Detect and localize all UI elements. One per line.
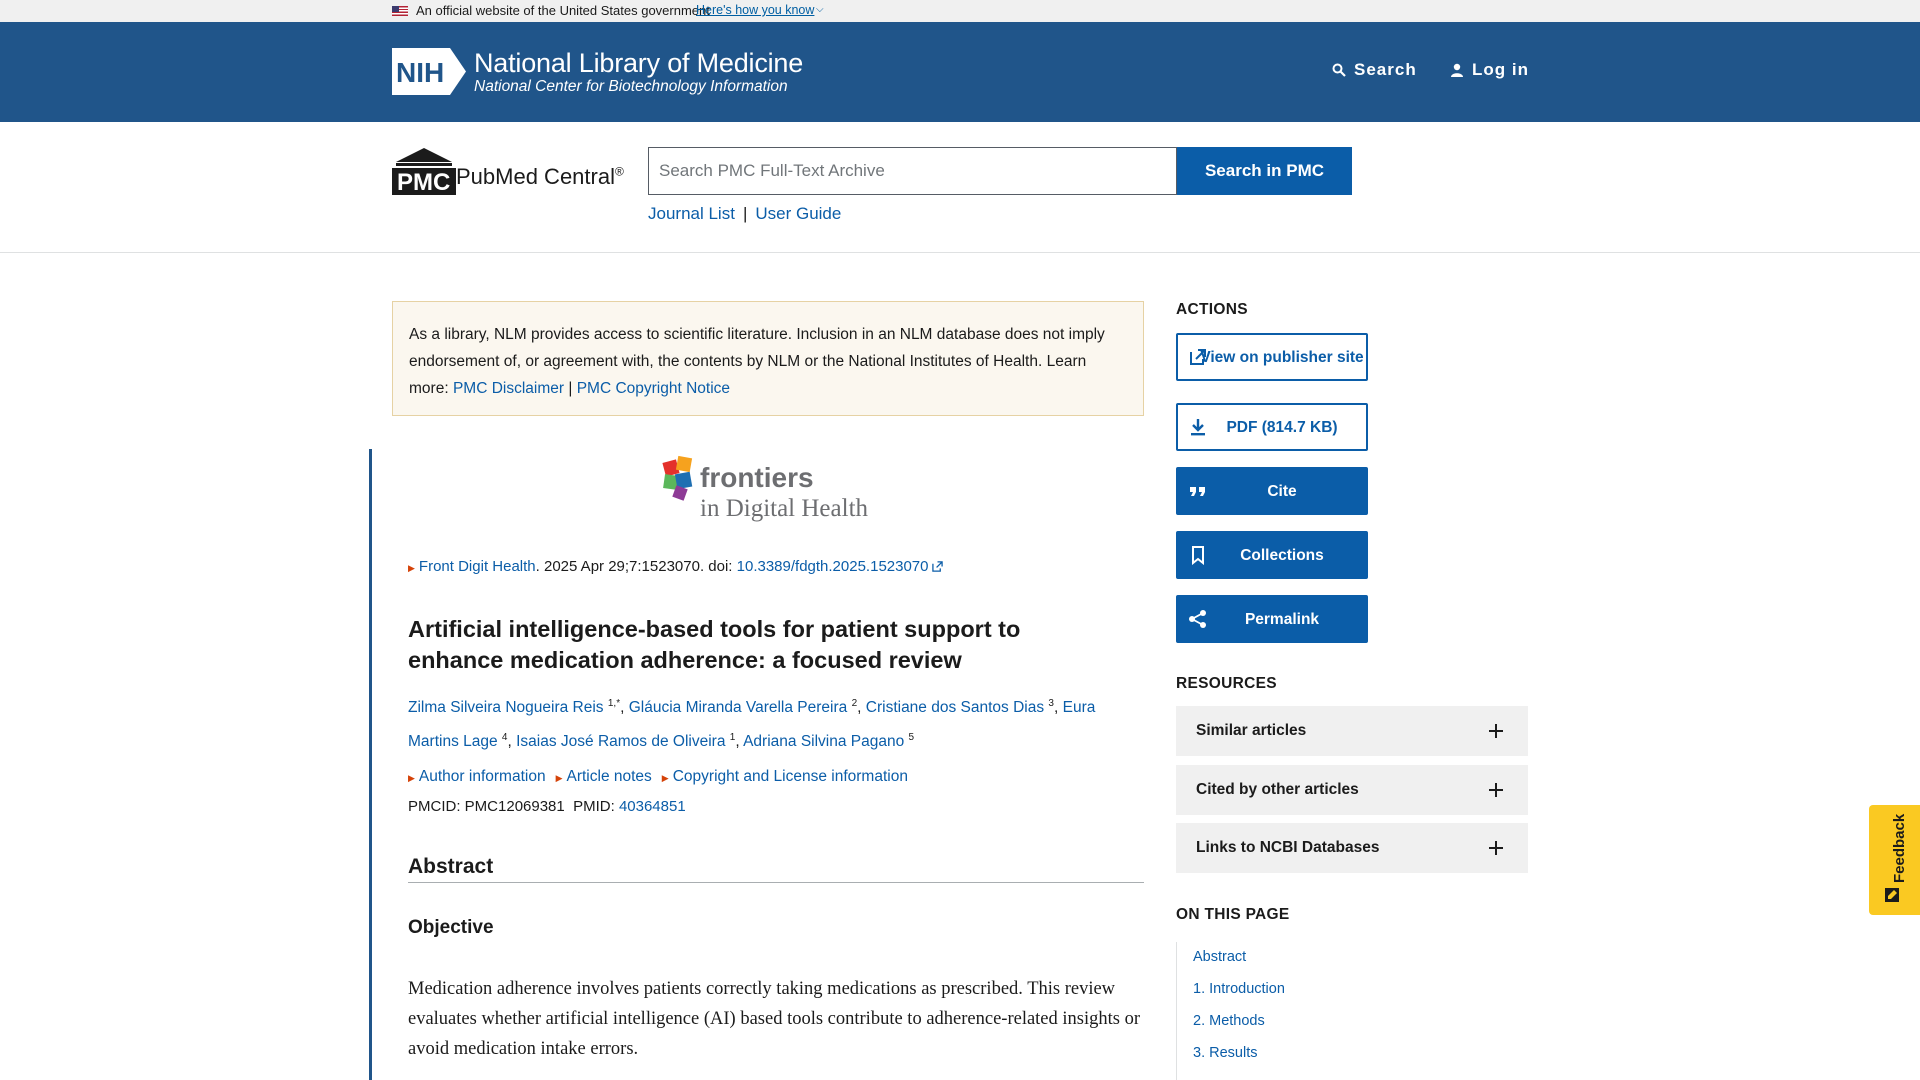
- toc-results-link[interactable]: 3. Results: [1193, 1045, 1258, 1061]
- article-ids: [408, 798, 686, 815]
- disclaimer-text: As a library, NLM provides access to scientific literature. Inclusion in an NLM database does not imply endorsement of, or agreement with, the contents by NLM or the National Institutes of Health.: [409, 326, 1105, 370]
- journal-logo-line1: frontiers: [700, 462, 814, 493]
- doi-link[interactable]: 10.3389/fdgth.2025.1523070: [736, 558, 929, 575]
- author-affiliation[interactable]: 1: [729, 732, 736, 744]
- user-guide-link[interactable]: User Guide: [755, 204, 842, 223]
- toc-methods-link[interactable]: 2. Methods: [1193, 1013, 1265, 1029]
- cite-label: Cite: [1267, 482, 1297, 500]
- article-title: Artificial intelligence-based tools for patient support to enhance medication adherence: a focused review: [408, 616, 1021, 673]
- heres-how-you-know-link[interactable]: Here's how you know: [696, 3, 815, 17]
- pmcid-value: PMC12069381: [464, 798, 565, 815]
- collections-button[interactable]: [1176, 531, 1368, 579]
- citation-details: . 2025 Apr 29;7:1523070. doi:: [535, 558, 737, 575]
- pmc-header: [0, 122, 1920, 253]
- view-on-publisher-site-button[interactable]: [1176, 333, 1368, 381]
- external-link-icon: [1188, 347, 1208, 367]
- gov-banner-text: An official website of the United States government: [416, 3, 710, 18]
- copyright-license-toggle[interactable]: [662, 768, 908, 785]
- us-flag-icon: [392, 6, 408, 16]
- pdf-download-label: PDF (814.7 KB): [1226, 418, 1338, 436]
- abstract-heading: Abstract: [408, 855, 1144, 883]
- objective-heading: Objective: [408, 917, 494, 938]
- pmc-nav-links: [648, 204, 841, 224]
- feedback-label: Feedback: [1891, 813, 1908, 883]
- article-left-rule: [369, 449, 372, 1080]
- journal-name-link[interactable]: Front Digit Health: [418, 558, 536, 575]
- header-login-label: Log in: [1472, 60, 1529, 79]
- bookmark-icon: [1188, 545, 1208, 565]
- registered-mark: ®: [614, 164, 624, 179]
- author-affiliation[interactable]: 5: [908, 732, 915, 744]
- pdf-download-button[interactable]: [1176, 403, 1368, 451]
- plus-icon: [1488, 723, 1504, 739]
- on-this-page-heading: ON THIS PAGE: [1176, 906, 1290, 923]
- external-link-icon: [932, 561, 943, 572]
- header-search-label: Search: [1354, 60, 1417, 79]
- feedback-tab[interactable]: [1869, 805, 1920, 915]
- journal-logo-line2: in Digital Health: [700, 495, 869, 522]
- links-to-ncbi-databases-accordion[interactable]: [1176, 823, 1528, 873]
- author-information-label: Author information: [418, 768, 546, 785]
- similar-articles-label: Similar articles: [1196, 722, 1307, 739]
- header-login-button[interactable]: [1450, 60, 1529, 80]
- link-separator: |: [742, 204, 748, 223]
- author-link[interactable]: Cristiane dos Santos Dias: [865, 699, 1045, 717]
- nih-logo-text: NIH: [396, 57, 445, 88]
- author-link[interactable]: Eura Martins Lage: [408, 699, 1096, 751]
- author-link[interactable]: Gláucia Miranda Varella Pereira: [628, 699, 848, 717]
- similar-articles-accordion[interactable]: [1176, 706, 1528, 756]
- chevron-down-icon[interactable]: ⌵: [816, 4, 824, 15]
- nlm-title[interactable]: National Library of Medicine: [474, 48, 804, 78]
- pmc-copyright-notice-link[interactable]: PMC Copyright Notice: [576, 380, 731, 397]
- feedback-icon: [1884, 887, 1900, 903]
- article-notes-toggle[interactable]: [556, 768, 652, 785]
- view-on-publisher-site-label: View on publisher site: [1200, 348, 1364, 366]
- quote-icon: [1188, 481, 1208, 501]
- disclaimer-separator: |: [568, 380, 573, 397]
- permalink-button[interactable]: [1176, 595, 1368, 643]
- author-affiliation[interactable]: 4: [501, 732, 508, 744]
- cited-by-other-articles-accordion[interactable]: [1176, 765, 1528, 815]
- pmc-logo-abbrev: PMC: [397, 169, 451, 196]
- cited-by-other-articles-label: Cited by other articles: [1196, 781, 1359, 798]
- pmc-disclaimer-link[interactable]: PMC Disclaimer: [452, 380, 565, 397]
- plus-icon: [1488, 840, 1504, 856]
- journal-list-link[interactable]: Journal List: [648, 204, 735, 223]
- library-disclaimer: [392, 301, 1144, 416]
- share-icon: [1188, 609, 1208, 629]
- pmc-logo-name: [456, 164, 624, 190]
- plus-icon: [1488, 782, 1504, 798]
- article-notes-label: Article notes: [566, 768, 652, 785]
- author-link[interactable]: Isaias José Ramos de Oliveira: [516, 733, 726, 751]
- objective-text: Medication adherence involves patients correctly taking medications as prescribed. This review evaluates whether artificial intelligence (AI) based tools contribute to adherence-related insights or avoid medication intake errors.: [408, 979, 1140, 1059]
- frontiers-journal-logo[interactable]: [662, 453, 890, 525]
- author-information-toggle[interactable]: [408, 768, 546, 785]
- expand-triangle-icon: ▶: [555, 773, 563, 783]
- expand-triangle-icon: ▶: [408, 773, 415, 783]
- actions-heading: ACTIONS: [1176, 301, 1248, 318]
- author-affiliation[interactable]: 3: [1048, 698, 1054, 709]
- nlm-subtitle: National Center for Biotechnology Information: [474, 78, 788, 95]
- user-icon: [1450, 63, 1464, 77]
- expand-triangle-icon: ▶: [661, 773, 669, 783]
- download-icon: [1188, 417, 1208, 437]
- collections-label: Collections: [1240, 546, 1324, 564]
- author-link[interactable]: Zilma Silveira Nogueira Reis: [408, 699, 604, 717]
- article-info-links: [408, 768, 918, 786]
- author-affiliation[interactable]: 2: [851, 698, 858, 709]
- nlm-header: [0, 22, 1920, 122]
- permalink-label: Permalink: [1244, 610, 1320, 628]
- on-this-page-nav: [1176, 942, 1376, 1080]
- author-link[interactable]: Adriana Silvina Pagano: [743, 733, 905, 751]
- nih-logo[interactable]: [392, 48, 466, 95]
- gov-banner: [0, 0, 1920, 22]
- search-icon: [1332, 63, 1346, 77]
- author-list: Zilma Silveira Nogueira Reis $^{1,*}$, Gláucia Miranda Varella Pereira $^2$, Cristiane dos Santos Dias $^3$, Eura Martins Lage $^4$, Isaias José Ramos de Oliveira $^1$, Adriana Silvina Pagano $^5$: [408, 698, 1096, 751]
- header-search-button[interactable]: [1332, 60, 1417, 80]
- links-to-ncbi-databases-label: Links to NCBI Databases: [1196, 839, 1380, 856]
- copyright-license-label: Copyright and License information: [672, 768, 908, 785]
- toc-introduction-link[interactable]: 1. Introduction: [1193, 981, 1285, 997]
- author-affiliation[interactable]: 1,*: [607, 698, 621, 709]
- search-in-pmc-button[interactable]: Search in PMC: [1177, 147, 1352, 195]
- resources-heading: RESOURCES: [1176, 675, 1277, 692]
- expand-triangle-icon[interactable]: ▶: [408, 563, 415, 573]
- pmc-logo-name-text: PubMed Central: [456, 164, 615, 189]
- pmcid-label: PMCID:: [408, 798, 461, 815]
- pmid-link[interactable]: 40364851: [618, 798, 686, 815]
- cite-button[interactable]: [1176, 467, 1368, 515]
- toc-abstract-link[interactable]: Abstract: [1193, 949, 1247, 965]
- learn-more-label: Learn more:: [409, 353, 1087, 397]
- pmc-search-input[interactable]: [648, 147, 1177, 195]
- pmid-label: PMID:: [573, 798, 615, 815]
- article-citation: [408, 558, 943, 575]
